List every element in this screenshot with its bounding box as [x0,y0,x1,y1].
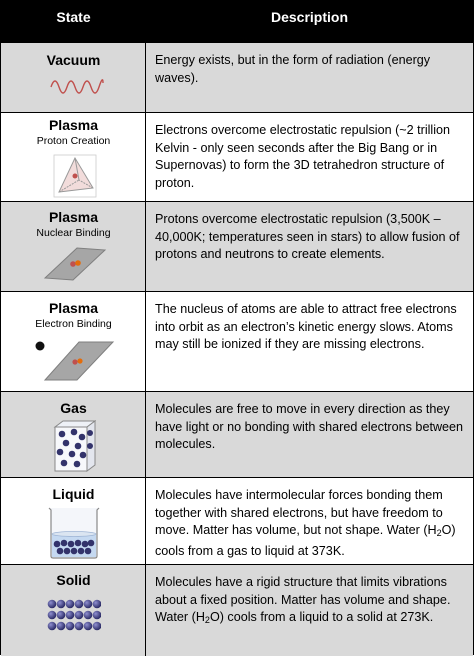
state-subtitle: Electron Binding [35,318,112,330]
table-row-plasma-electron [1,291,473,391]
description: Energy exists, but in the form of radiation (energy waves). [155,53,431,85]
state-subtitle: Proton Creation [36,135,111,147]
nucleus-plane-icon [41,246,109,282]
description: Molecules have intermolecular forces bonding them together with shared electrons, but have freedom to move. Matter has volume, but not shape. Water $(H_2O)$ cools from a gas to liquid at 373K. [155,488,456,558]
state-name: Solid [56,572,91,588]
electron-binding-icon [31,336,117,382]
gas-container-icon [52,419,96,473]
beaker-liquid-icon [45,506,103,560]
tetrahedron-icon [53,154,97,198]
state-name: Plasma [48,209,99,225]
table-header [1,1,473,42]
state-name: Vacuum [46,52,101,68]
description: Molecules have a rigid structure that limits vibrations about a fixed position. Matter has volume and shape. Water $(H_2O)$ cools from a liquid to a solid at 273K. [155,575,451,625]
state-name: Liquid [52,486,95,502]
solid-lattice-icon [47,599,101,633]
state-name: Gas [60,400,87,416]
state-subtitle: Nuclear Binding [36,227,111,239]
description: Electrons overcome electrostatic repulsion (~2 trillion Kelvin - only seen seconds after the Big Bang or in Supernovas) to form the 3D tetrahedron structure of proton. [155,123,451,190]
description: Protons overcome electrostatic repulsion (3,500K – 40,000K; temperatures seen in stars) to allow fusion of protons and neutrons to create elements. [155,212,460,261]
table-row-liquid [1,477,473,564]
table-row-gas [1,391,473,477]
description: The nucleus of atoms are able to attract free electrons into orbit as an electron’s kinetic energy slows. Atoms may still be ionized if they are missing electrons. [155,302,457,351]
table-row-solid [1,564,473,656]
table-row-vacuum [1,42,473,112]
table-row-plasma-proton [1,112,473,201]
header-state: State [56,9,91,25]
state-name: Plasma [48,300,99,316]
wave-icon [49,73,105,101]
description: Molecules are free to move in every direction as they have light or no bonding with shared electrons between molecules. [155,402,464,451]
header-description: Description [270,9,348,25]
state-name: Plasma [48,117,99,133]
table-row-plasma-nuclear [1,201,473,291]
